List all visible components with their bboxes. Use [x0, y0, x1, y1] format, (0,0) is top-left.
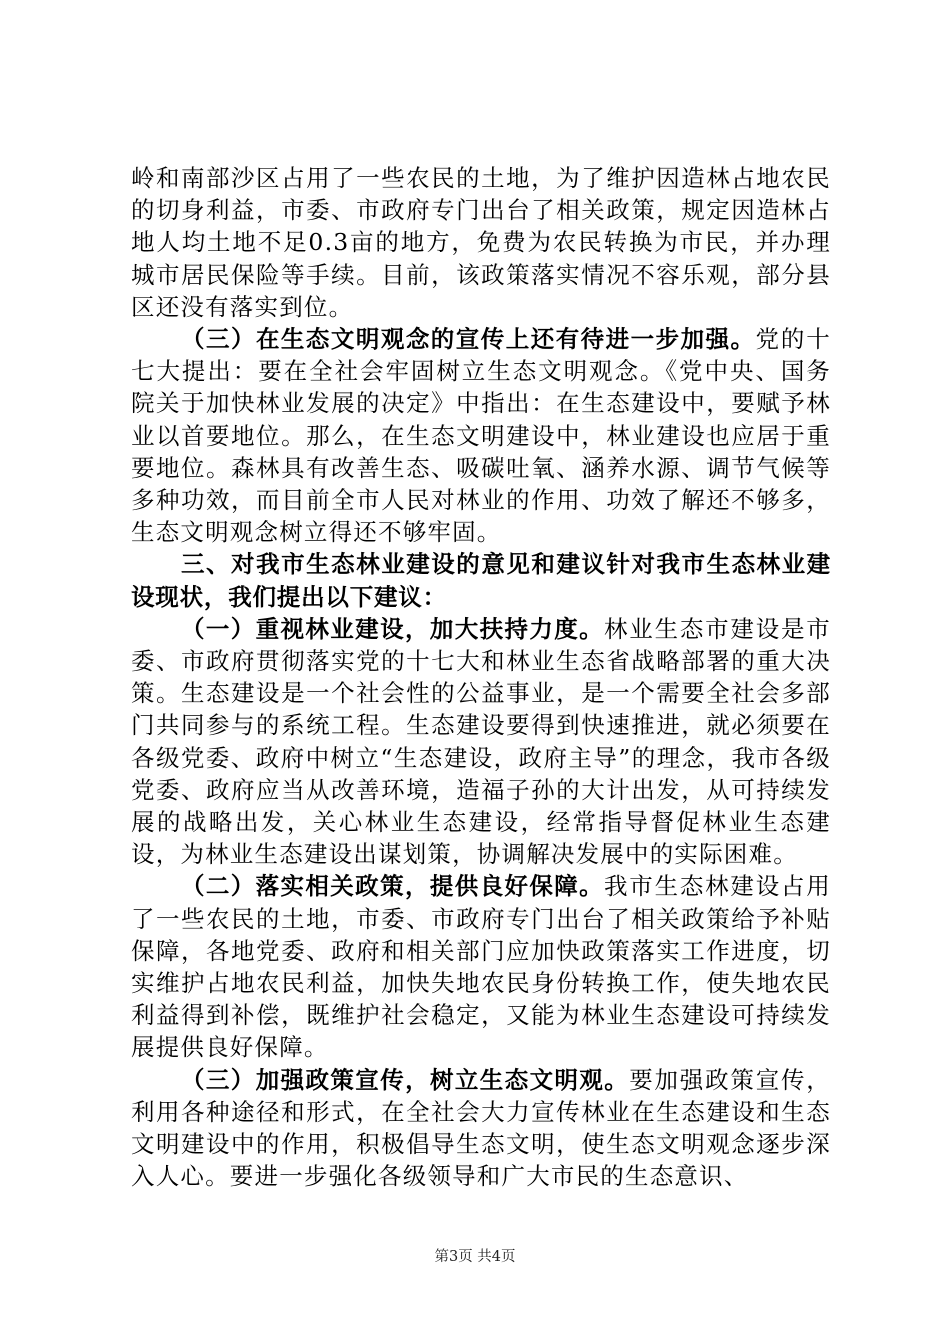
page-footer [0, 1245, 950, 1266]
paragraph-text: 林业生态市建设是市委、市政府贯彻落实党的十七大和林业生态省战略部署的重大决策。生态建设是一个社会性的公益事业，是一个需要全社会多部门共同参与的系统工程。生态建设要得到快速推进，就必须要在各级党委、政府中树立“生态建设，政府主导”的理念，我市各级党委、政府应当从改善环境，造福子孙的大计出发，从可持续发展的战略出发，关心林业生态建设，经常指导督促林业生态建设，为林业生态建设出谋划策，协调解决发展中的实际困难。 [131, 614, 831, 869]
paragraph-lead: （三）加强政策宣传，树立生态文明观。 [181, 1065, 630, 1094]
paragraph-lead: （三）在生态文明观念的宣传上还有待进一步加强。 [181, 325, 756, 354]
paragraph-continuation [131, 162, 831, 323]
document-body [131, 162, 831, 1193]
paragraph-ecological-awareness [131, 323, 831, 548]
paragraph-forestry-support [131, 613, 831, 871]
paragraph-text: 要加强政策宣传，利用各种途径和形式，在全社会大力宣传林业在生态建设和生态文明建设中的作用，积极倡导生态文明，使生态文明观念逐步深入人心。要进一步强化各级领导和广大市民的生态意识、 [131, 1065, 831, 1191]
paragraph-policy-publicity [131, 1064, 831, 1193]
paragraph-text: 党的十七大提出：要在全社会牢固树立生态文明观念。《党中央、国务院关于加快林业发展的决定》中指出：在生态建设中，要赋予林业以首要地位。那么，在生态文明建设中，林业建设也应居于重要地位。森林具有改善生态、吸碳吐氧、涵养水源、调节气候等多种功效，而目前全市人民对林业的作用、功效了解还不够多，生态文明观念树立得还不够牢固。 [131, 325, 831, 547]
paragraph-text: 岭和南部沙区占用了一些农民的土地，为了维护因造林占地农民的切身利益，市委、市政府专门出台了相关政策，规定因造林占地人均土地不足0.3亩的地方，免费为农民转换为市民，并办理城市居民保险等手续。目前，该政策落实情况不容乐观，部分县区还没有落实到位。 [131, 164, 831, 321]
page-number: 第3页 共4页 [434, 1249, 516, 1265]
section-heading: 三、对我市生态林业建设的意见和建议针对我市生态林业建设现状，我们提出以下建议： [131, 550, 831, 611]
paragraph-lead: （二）落实相关政策，提供良好保障。 [181, 872, 605, 901]
paragraph-lead: （一）重视林业建设，加大扶持力度。 [181, 614, 605, 643]
paragraph-text: 我市生态林建设占用了一些农民的土地，市委、市政府专门出台了相关政策给予补贴保障，各地党委、政府和相关部门应加快政策落实工作进度，切实维护占地农民利益，加快失地农民身份转换工作，使失地农民利益得到补偿，既维护社会稳定，又能为林业生态建设可持续发展提供良好保障。 [131, 872, 831, 1062]
paragraph-policy-implementation [131, 870, 831, 1063]
